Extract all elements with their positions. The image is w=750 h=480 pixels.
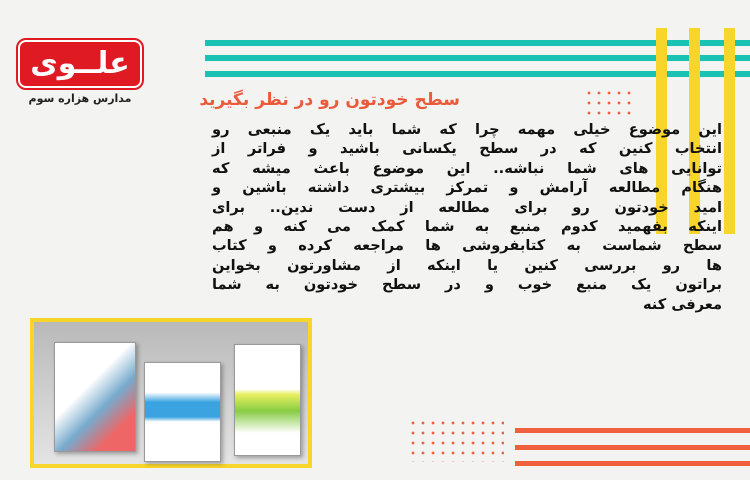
decor-line <box>515 445 750 450</box>
decor-line <box>515 461 750 466</box>
decor-line <box>515 428 750 433</box>
books-image <box>30 318 312 468</box>
decor-line <box>205 40 750 46</box>
decor-line <box>205 55 750 61</box>
paragraph-line: این موضوع خیلی مهمه چرا که شما باید یک منبعی رو <box>212 121 722 138</box>
paragraph-line: توانایی های شما نباشه.. این موضوع باعث میشه که <box>212 159 722 177</box>
decor-dots <box>584 88 634 118</box>
book-cover <box>54 342 136 452</box>
paragraph-line: امید خودتون رو برای مطالعه از دست ندین.. برای <box>212 198 722 216</box>
decor-bar <box>724 28 735 234</box>
body-paragraph <box>212 120 722 314</box>
paragraph-line: معرفی کنه <box>642 295 722 313</box>
paragraph-line: انتخاب کنین که در سطح یکسانی باشید و فراتر از <box>212 140 722 158</box>
brand-logo: علــوی <box>18 40 142 88</box>
decor-dots <box>408 418 504 462</box>
paragraph-line: براتون یک منبع خوب و در سطح خودتون به شما <box>212 276 722 294</box>
decor-line <box>205 71 750 77</box>
paragraph-line: سطح شماست به کتابفروشی ها مراجعه کرده و کتاب <box>212 237 722 255</box>
paragraph-line: اینکه بفهمید کدوم منبع به شما کمک می کنه و هم <box>212 218 722 236</box>
paragraph-line: هنگام مطالعه آرامش و تمرکز بیشتری داشته باشین و <box>212 179 722 197</box>
brand-subtitle: مدارس هزاره سوم <box>28 92 132 105</box>
book-cover <box>234 344 301 456</box>
page-title: سطح خودتون رو در نظر بگیرید <box>199 90 460 110</box>
paragraph-line: ها رو بررسی کنین یا اینکه از مشاورتون بخواین <box>212 256 722 274</box>
book-cover <box>144 362 221 462</box>
